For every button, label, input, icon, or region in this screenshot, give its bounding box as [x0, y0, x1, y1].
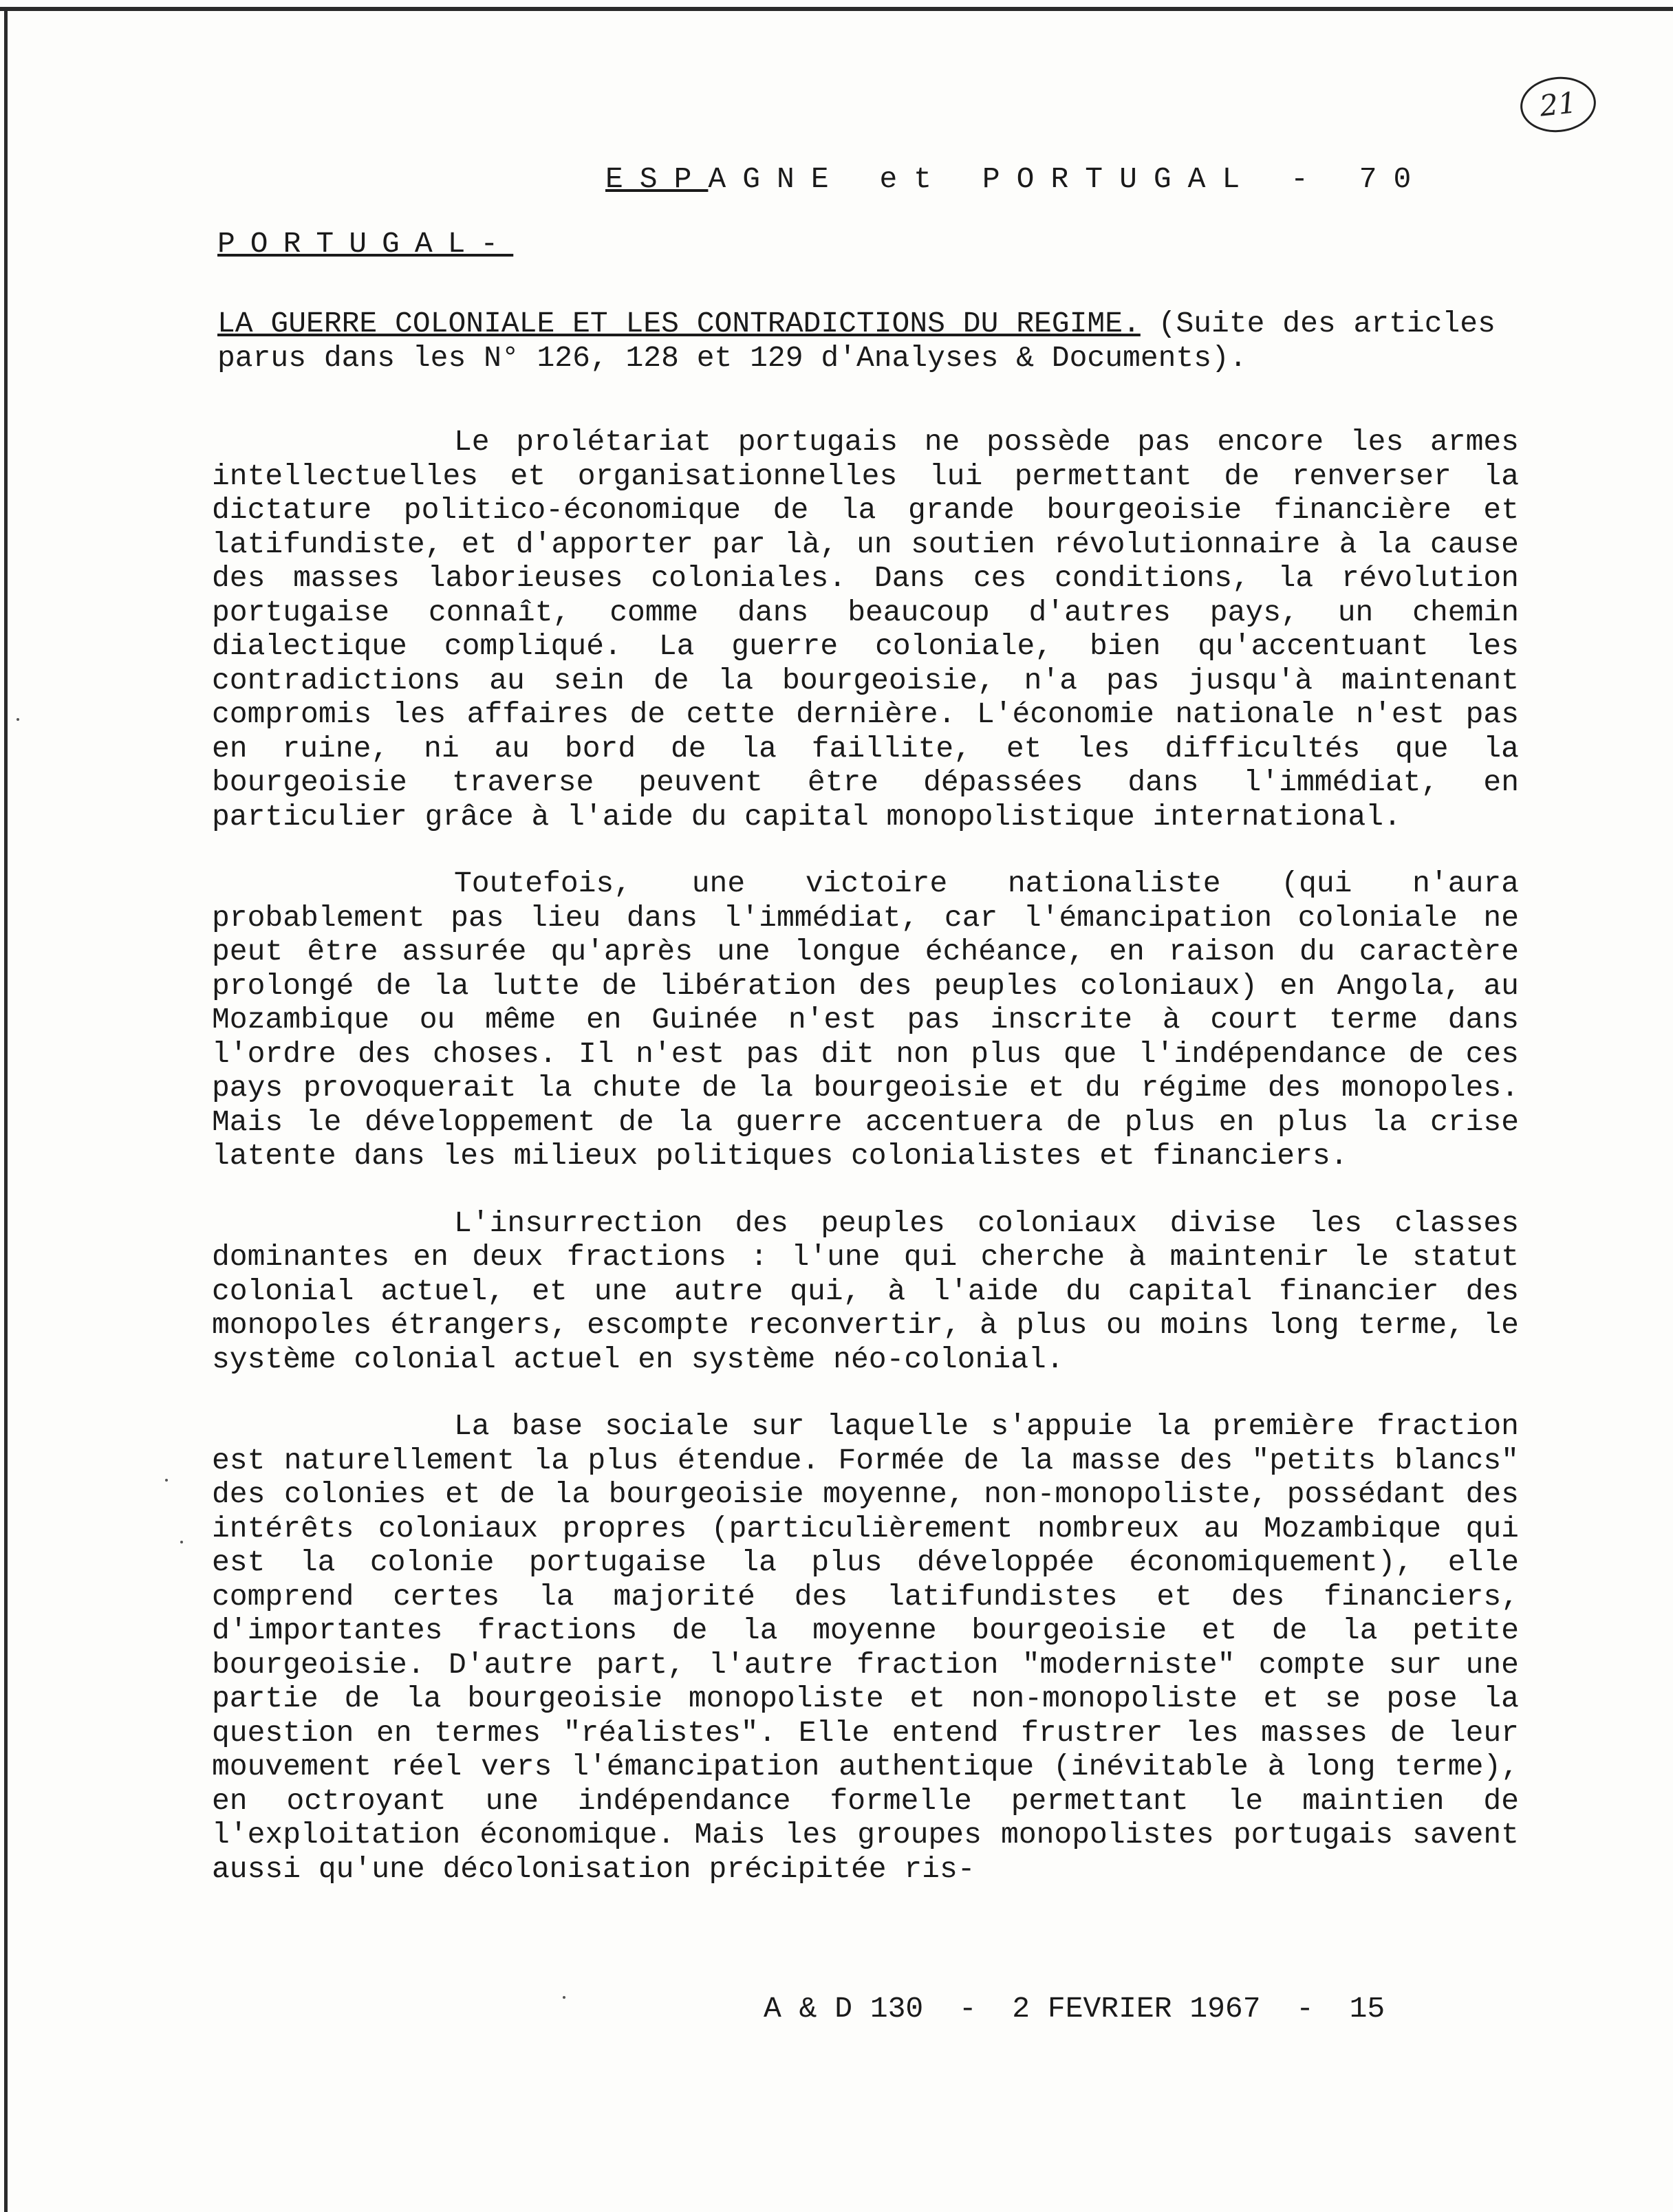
- header-title-rest: AGNE et PORTUGAL: [708, 162, 1257, 196]
- paragraph: La base sociale sur laquelle s'appuie la première fraction est naturellement la plus étendue. Formée de la masse des "petits blancs" des colonies et de la bourgeoisie moyenne, non-monopoliste, possédant des intérêts coloniaux propres (particulièrement nombreux au Mozambique qui est la colonie portugaise la plus développée économiquement), elle comprend certes la majorité des latifundistes et des financiers, d'importantes fractions de la moyenne bourgeoisie et de la petite bourgeoisie. D'autre part, l'autre fraction "moderniste" compte sur une partie de la bourgeoisie monopoliste et non-monopoliste et se pose la question en termes "réalistes". Elle entend frustrer les masses de leur mouvement réel vers l'émancipation authentique (inévitable à long terme), en octroyant une indépendance formelle permettant le maintien de l'exploitation économique. Mais les groupes monopolistes portugais savent aussi qu'une décolonisation précipitée ris-: [212, 1409, 1519, 1886]
- scan-speck: [17, 718, 19, 721]
- scan-edge-left: [4, 7, 8, 2212]
- footer-separator: -: [958, 1992, 977, 2026]
- paragraph: Le prolétariat portugais ne possède pas encore les armes intellectuelles et organisationnelles lui permettant de renverser la dictature politico-économique de la grande bourgeoisie financière et latifundiste, et d'apporter par là, un soutien révolutionnaire à la cause des masses laborieuses coloniales. Dans ces conditions, la révolution portugaise connaît, comme dans beaucoup d'autres pays, un chemin dialectique compliqué. La guerre coloniale, bien qu'accentuant les contradictions au sein de la bourgeoisie, n'a pas jusqu'à maintenant compromis les affaires de cette dernière. L'économie nationale n'est pas en ruine, ni au bord de la faillite, et les difficultés que la bourgeoisie traverse peuvent être dépassées dans l'immédiat, en particulier grâce à l'aide du capital monopolistique international.: [212, 425, 1519, 834]
- scan-speck: [563, 1996, 565, 1999]
- header-title-underlined: ESP: [605, 162, 709, 196]
- article-body: [212, 425, 1519, 1919]
- scan-speck: [180, 1541, 183, 1543]
- article-subtitle: (Suite des articles parus dans les N° 126, 128 et 129 d'Analyses & Documents).: [217, 307, 1496, 375]
- page-number-stamp: 21: [1518, 73, 1599, 135]
- paragraph: L'insurrection des peuples coloniaux divise les classes dominantes en deux fractions : l'une qui cherche à maintenir le statut colonial actuel, et une autre qui, à l'aide du capital financier des monopoles étrangers, escompte reconvertir, à plus ou moins long terme, le système colonial actuel en système néo-colonial.: [212, 1206, 1519, 1376]
- header-separator: -: [1291, 162, 1325, 196]
- footer-publication: A & D 130: [764, 1992, 924, 2026]
- section-label: PORTUGAL-: [217, 227, 514, 261]
- footer-page: 15: [1349, 1992, 1385, 2026]
- paragraph: Toutefois, une victoire nationaliste (qui n'aura probablement pas lieu dans l'immédiat, car l'émancipation coloniale ne peut être assurée qu'après une longue échéance, en raison du caractère prolongé de la lutte de libération des peuples coloniaux) en Angola, au Mozambique ou même en Guinée n'est pas inscrite à court terme dans l'ordre des choses. Il n'est pas dit non plus que l'indépendance de ces pays provoquerait la chute de la bourgeoisie et du régime des monopoles. Mais le développement de la guerre accentuera de plus en plus la crise latente dans les milieux politiques colonialistes et financiers.: [212, 867, 1519, 1173]
- footer-date: 2 FEVRIER 1967: [1012, 1992, 1261, 2026]
- footer-separator: -: [1296, 1992, 1314, 2026]
- page-footer: [764, 1992, 1385, 2026]
- scan-speck: [165, 1479, 168, 1482]
- running-header: [605, 162, 1427, 196]
- header-page-number: 70: [1359, 162, 1428, 196]
- article-heading: [217, 307, 1524, 376]
- article-title: LA GUERRE COLONIALE ET LES CONTRADICTIONS DU REGIME.: [217, 307, 1141, 340]
- scan-edge-top: [0, 7, 1673, 11]
